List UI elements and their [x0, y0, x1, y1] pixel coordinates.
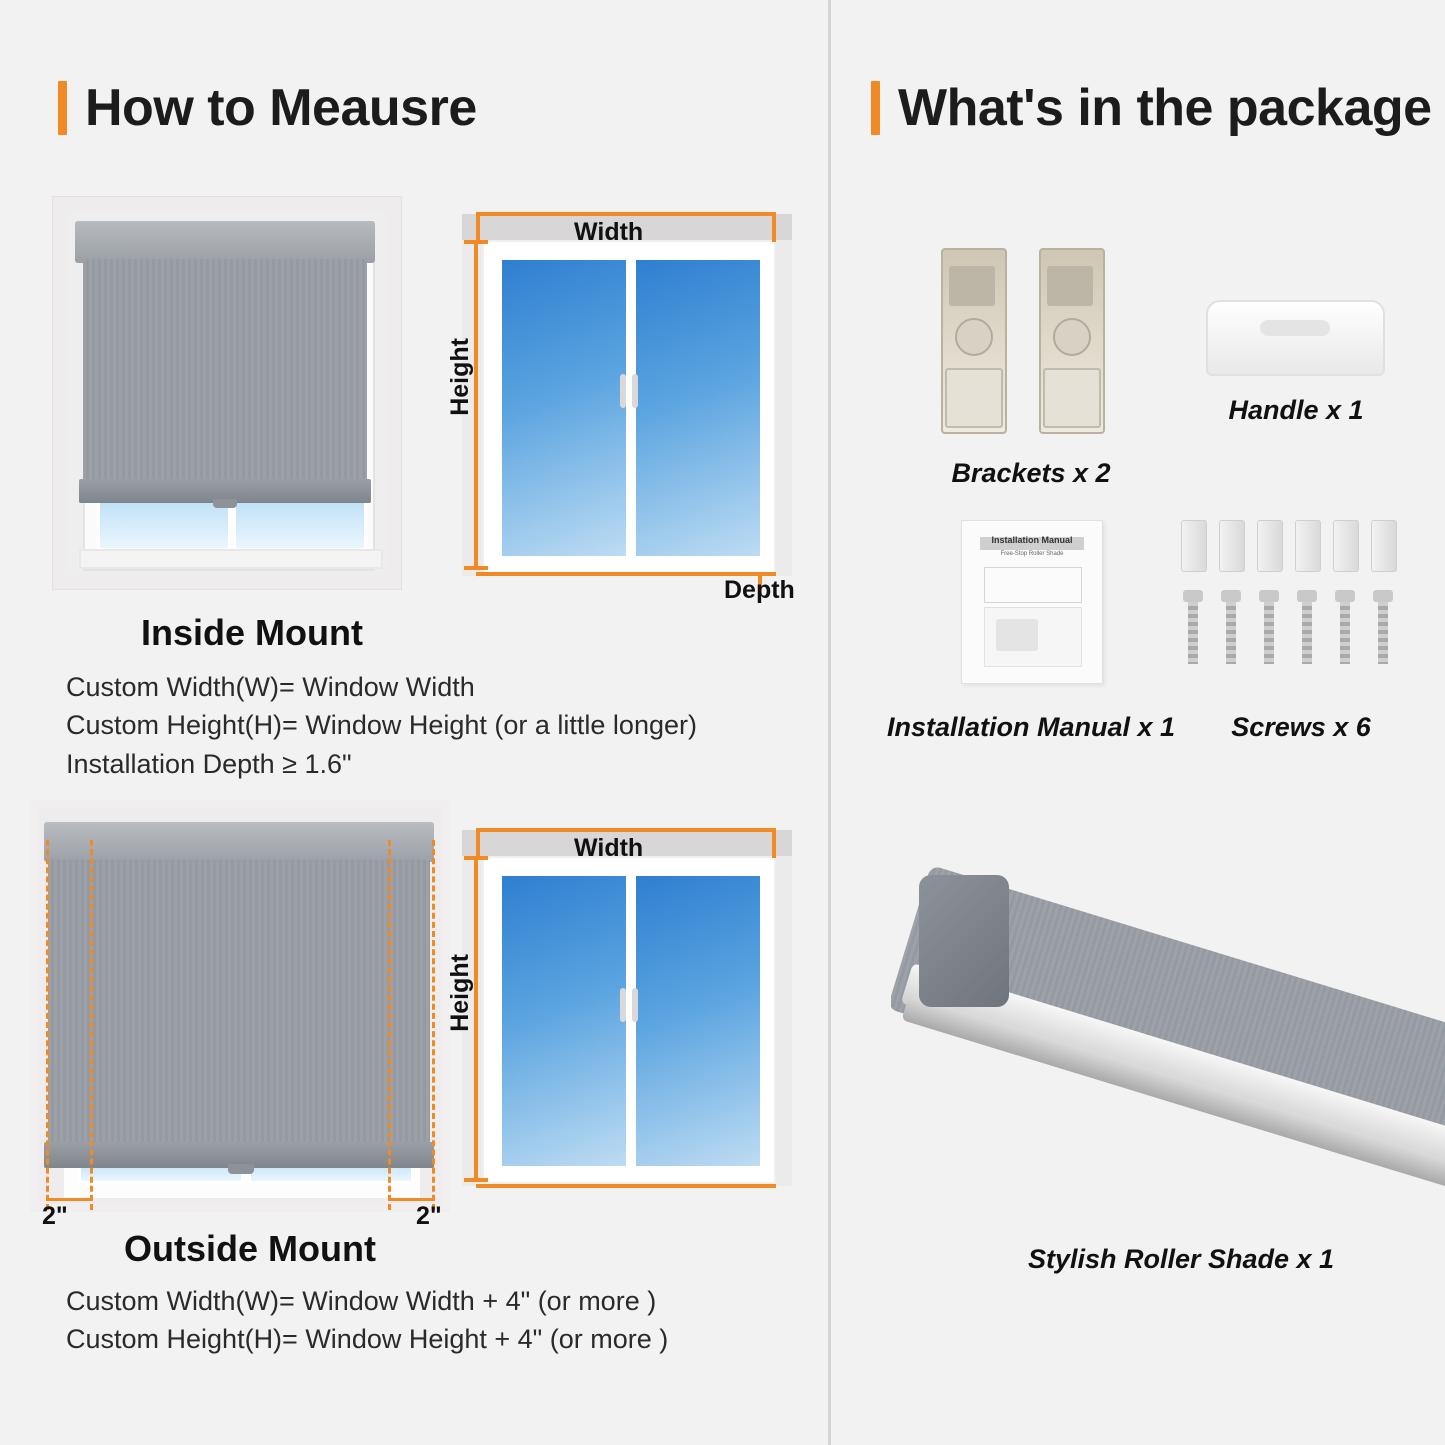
- inside-mount-title: Inside Mount: [141, 612, 363, 653]
- outside-mount-line-2: Custom Height(H)= Window Height + 4" (or more ): [66, 1324, 669, 1355]
- heading-accent-bar-right: [871, 81, 880, 135]
- right-heading: [871, 78, 1432, 138]
- inside-mount-shade-illustration: [52, 196, 402, 590]
- outside-mount-title: Outside Mount: [124, 1228, 376, 1269]
- brackets-illustration: [931, 248, 1131, 438]
- right-heading-text: What's in the package: [898, 79, 1432, 137]
- handle-illustration: [1206, 300, 1385, 376]
- label-width-inside: Width: [574, 218, 644, 246]
- roller-shade-illustration: [891, 845, 1445, 1215]
- installation-manual-label: Installation Manual x 1: [886, 712, 1176, 742]
- label-depth-inside: Depth: [724, 576, 795, 604]
- inside-mount-line-1: Custom Width(W)= Window Width: [66, 672, 475, 702]
- manual-subtitle: Free-Stop Roller Shade: [1000, 551, 1064, 557]
- screws-illustration: [1181, 520, 1421, 680]
- inside-mount-measure-diagram: [446, 196, 800, 606]
- installation-manual-illustration: [961, 520, 1103, 684]
- outside-mount-line-1: Custom Width(W)= Window Width + 4" (or more ): [66, 1286, 657, 1316]
- manual-title: Installation Manual: [991, 535, 1073, 545]
- outside-mount-measure-diagram: [446, 812, 800, 1212]
- outside-mount-shade-illustration: [30, 800, 450, 1212]
- heading-accent-bar: [58, 81, 67, 135]
- left-heading-text: How to Meausre: [85, 79, 477, 137]
- roller-shade-label: Stylish Roller Shade x 1: [1027, 1244, 1335, 1274]
- inside-mount-line-3: Installation Depth ≥ 1.6": [66, 748, 352, 779]
- label-width-outside: Width: [574, 834, 644, 862]
- brackets-label: Brackets x 2: [951, 458, 1111, 488]
- screws-label: Screws x 6: [1231, 712, 1371, 742]
- label-height-outside: Height: [446, 954, 474, 1032]
- right-column: [831, 0, 1445, 1445]
- inside-mount-line-2: Custom Height(H)= Window Height (or a little longer): [66, 710, 697, 741]
- left-heading: [58, 78, 477, 138]
- label-right-margin: 2": [416, 1202, 442, 1230]
- label-height-inside: Height: [446, 338, 474, 416]
- handle-label: Handle x 1: [1228, 395, 1364, 425]
- label-left-margin: 2": [42, 1202, 68, 1230]
